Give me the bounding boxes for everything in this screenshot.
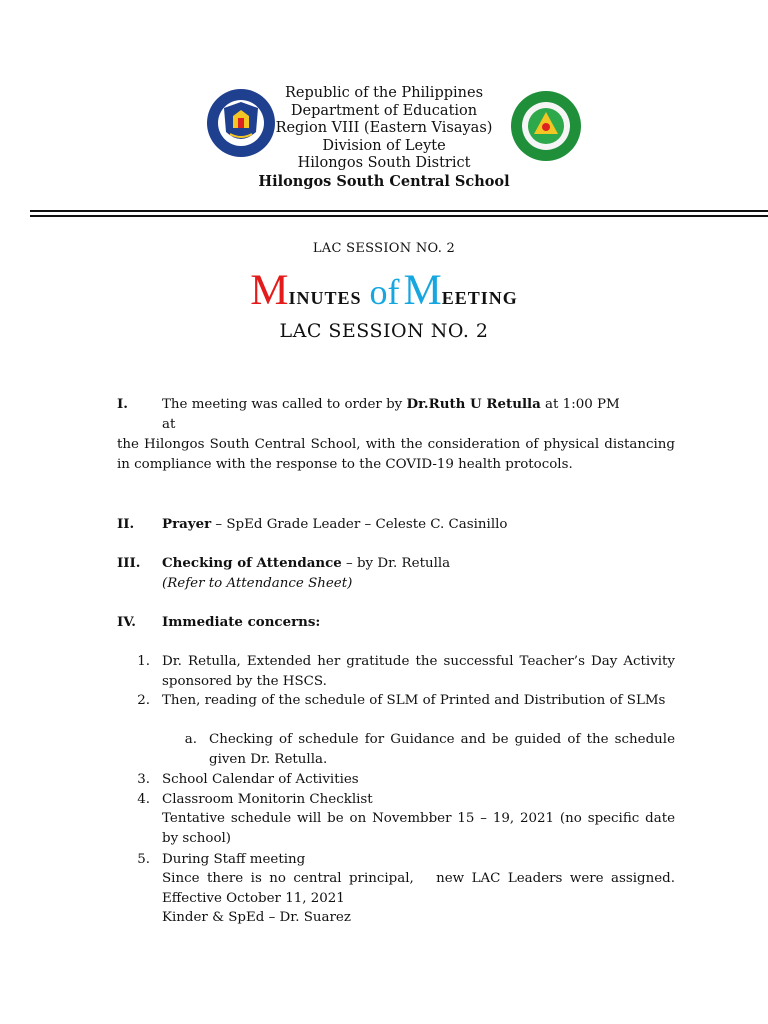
- section-4-numeral: IV.: [117, 614, 136, 630]
- header-rule-bottom: [30, 215, 768, 217]
- title-of: of: [369, 272, 400, 312]
- section-1-presider: Dr.Ruth U Retulla: [406, 396, 541, 412]
- title-m1: M: [250, 267, 289, 314]
- section-2-numeral: II.: [117, 516, 135, 532]
- concern-5-number: 5.: [137, 852, 150, 867]
- concern-3-text: School Calendar of Activities: [162, 772, 359, 787]
- concern-5-leader-line: Kinder & SpEd – Dr. Suarez: [162, 910, 351, 925]
- letterhead-division: Division of Leyte: [322, 137, 446, 154]
- letterhead-district: Hilongos South District: [297, 155, 471, 171]
- session-label-large: LAC SESSION NO. 2: [279, 320, 489, 342]
- section-1-text-a: The meeting was called to order by: [162, 397, 407, 412]
- title-inutes: INUTES: [288, 288, 362, 308]
- concern-5-text: During Staff meeting: [162, 852, 306, 867]
- section-1-paragraph: the Hilongos South Central School, with the consideration of physical distancing in compliance with the response to the COVID-19 health protocols.: [117, 437, 675, 472]
- section-3-line: [162, 554, 682, 574]
- section-2-label: Prayer: [162, 516, 212, 532]
- title-eeting: EETING: [441, 288, 518, 308]
- header-rule-top: [30, 210, 768, 212]
- section-2-line: [162, 515, 682, 535]
- section-2-text: – SpEd Grade Leader – Celeste C. Casinillo: [211, 517, 508, 532]
- concern-4-text: Classroom Monitorin Checklist: [162, 792, 373, 807]
- section-3-numeral: III.: [117, 555, 141, 571]
- concern-4-detail: Tentative schedule will be on Novembber 15 – 19, 2021 (no specific date by school): [162, 811, 675, 846]
- section-1-at: at: [162, 417, 176, 432]
- concern-1-text: Dr. Retulla, Extended her gratitude the successful Teacher’s Day Activity sponsored by the HSCS.: [162, 654, 675, 689]
- letterhead-school: Hilongos South Central School: [258, 172, 510, 190]
- concern-1-number: 1.: [137, 654, 150, 669]
- session-label-small: LAC SESSION NO. 2: [312, 241, 456, 256]
- section-4-label: Immediate concerns:: [162, 614, 321, 630]
- concern-2-number: 2.: [137, 693, 150, 708]
- letterhead-republic: Republic of the Philippines: [284, 85, 484, 101]
- document-title: [0, 266, 768, 315]
- title-m2: M: [403, 267, 442, 314]
- concern-2a-text: Checking of schedule for Guidance and be guided of the schedule given Dr. Retulla.: [209, 732, 675, 767]
- concern-2a-letter: a.: [184, 732, 197, 747]
- section-3-note: (Refer to Attendance Sheet): [162, 576, 353, 591]
- section-1-text-b: at 1:00 PM: [540, 397, 620, 412]
- letterhead: [0, 85, 768, 190]
- section-1-first-line: [162, 395, 682, 415]
- section-3-text: – by Dr. Retulla: [341, 556, 451, 571]
- section-1-numeral: I.: [117, 396, 128, 412]
- letterhead-region: Region VIII (Eastern Visayas): [275, 120, 493, 136]
- section-3-label: Checking of Attendance: [162, 555, 342, 571]
- letterhead-department: Department of Education: [290, 102, 478, 119]
- concern-5-detail: Since there is no central principal, new LAC Leaders were assigned. Effective October 11, 2021: [162, 871, 680, 906]
- concern-3-number: 3.: [137, 772, 150, 787]
- concern-4-number: 4.: [137, 792, 150, 807]
- concern-2-text: Then, reading of the schedule of SLM of Printed and Distribution of SLMs: [162, 693, 666, 708]
